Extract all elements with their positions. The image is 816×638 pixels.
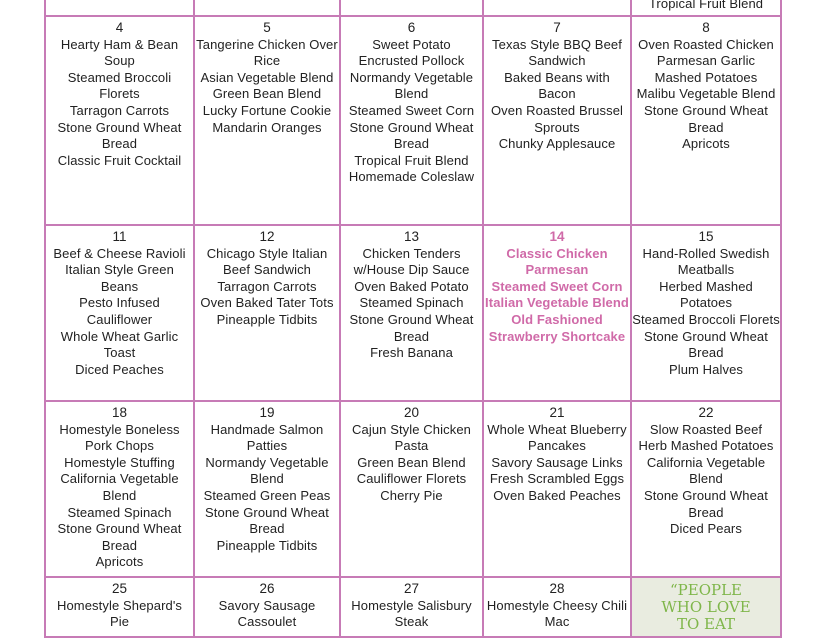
menu-item: California Vegetable Blend [646,454,766,487]
menu-item: Steamed Spinach [359,295,464,311]
logo-text: WHO LOVE [661,598,751,616]
menu-item: Cauliflower Florets [356,471,467,487]
menu-item: Plum Halves [668,361,744,377]
calendar-day-cell [339,224,484,402]
calendar-week-row [44,15,782,224]
menu-item: Stone Ground Wheat Bread [644,102,768,135]
menu-item: Tropical Fruit Blend [354,152,469,168]
menu-item: Homemade Coleslaw [348,169,475,185]
menu-item: Oven Roasted Chicken [638,36,774,52]
menu-item: Steamed Spinach [67,504,172,520]
day-number: 27 [403,581,420,596]
menu-item: Baked Beans with Bacon [504,69,610,102]
menu-item: Sweet Potato Encrusted Pollock [358,36,465,69]
menu-item: Steamed Broccoli Florets [632,311,780,327]
menu-item: Italian Vegetable Blend [485,295,629,311]
calendar-day-cell [44,15,195,226]
menu-item: Oven Baked Peaches [493,487,621,503]
day-number: 26 [259,581,275,596]
calendar-day-cell [630,224,782,402]
calendar-day-cell [482,400,632,578]
menu-item: Tangerine Chicken Over Rice [196,36,338,69]
menu-item: Stone Ground Wheat Bread [644,328,768,361]
menu-item: Tarragon Carrots [217,278,317,294]
calendar-day-cell [339,400,484,578]
menu-item: Old Fashioned Strawberry Shortcake [488,311,626,344]
menu-item: Chicken Tenders w/House Dip Sauce [353,245,470,278]
day-number: 18 [111,405,128,420]
menu-item: Steamed Sweet Corn [348,102,475,118]
day-number: 11 [112,229,127,244]
menu-item: Homestyle Stuffing [64,454,175,470]
menu-item: Pineapple Tidbits [216,311,318,327]
menu-item: Stone Ground Wheat Bread [349,119,474,152]
calendar-day-cell [44,576,195,638]
menu-item: Whole Wheat Blueberry Pancakes [487,421,627,454]
menu-item: Homestyle Salisbury Steak [351,597,472,630]
calendar-day-cell [630,576,782,638]
menu-item: Diced Pears [670,521,742,537]
calendar-week-row [44,576,782,636]
people-who-love-to-eat-logo [632,578,780,636]
menu-item: Chicago Style Italian Beef Sandwich [206,245,328,278]
menu-item: Tarragon Carrots [69,102,170,118]
day-number: 25 [111,581,128,596]
calendar-day-cell [44,400,195,578]
menu-item: Oven Baked Potato [354,278,469,294]
menu-item: Fresh Banana [370,345,453,361]
day-number: 8 [702,20,710,35]
menu-item: Pesto Infused Cauliflower [79,295,160,327]
day-number: 14 [549,229,565,244]
menu-calendar [44,0,782,636]
menu-item: Diced Peaches [75,361,164,377]
day-number: 21 [549,405,565,420]
menu-item: Apricots [95,554,144,570]
menu-item: Stone Ground Wheat Bread [57,119,182,152]
menu-item: Normandy Vegetable Blend [205,454,329,487]
menu-item: Stone Ground Wheat Bread [644,487,768,520]
menu-item: Oven Baked Tater Tots [200,295,334,311]
menu-item: Apricots [682,136,730,152]
menu-item: Lucky Fortune Cookie [202,102,332,118]
menu-item: Savory Sausage Links [491,454,623,470]
logo-text: “PEOPLE [669,581,742,599]
calendar-day-cell [193,576,341,638]
day-number: 12 [259,229,275,244]
day-number: 22 [698,405,714,420]
menu-item: Chunky Applesauce [498,136,616,152]
menu-item: Normandy Vegetable Blend [349,69,474,102]
menu-item: Parmesan Garlic Mashed Potatoes [654,53,758,85]
calendar-day-cell [630,400,782,578]
menu-item: Green Bean Blend [357,454,466,470]
logo-text: TO EAT [676,615,736,633]
day-number: 4 [115,20,124,35]
calendar-week-row [44,400,782,576]
menu-item: Classic Fruit Cocktail [57,152,182,168]
menu-item: Beef & Cheese Ravioli [53,245,186,261]
calendar-row-top [44,0,782,15]
menu-item: Classic Chicken Parmesan [506,245,608,278]
menu-item: Steamed Green Peas [203,487,331,503]
menu-item: Homestyle Shepard's Pie [56,597,183,630]
menu-item: Stone Ground Wheat Bread [205,504,329,537]
menu-item: Homestyle Boneless Pork Chops [59,421,180,454]
menu-item: Malibu Vegetable Blend [636,86,776,102]
calendar-day-cell [193,224,341,402]
menu-item: Texas Style BBQ Beef Sandwich [492,36,622,69]
menu-item: Italian Style Green Beans [65,262,174,294]
menu-item: Fresh Scrambled Eggs [489,471,625,487]
calendar-day-cell [482,224,632,402]
menu-item: Hand-Rolled Swedish Meatballs [642,245,770,278]
menu-item: Pineapple Tidbits [216,537,318,553]
calendar-day-cell [44,224,195,402]
menu-item: Herbed Mashed Potatoes [659,278,753,311]
day-number: 28 [549,581,565,596]
menu-item: Stone Ground Wheat Bread [349,311,474,344]
calendar-day-cell [630,15,782,226]
day-number: 20 [403,405,420,420]
day-number: 5 [263,20,271,35]
menu-item: Handmade Salmon Patties [210,421,324,454]
menu-item: Slow Roasted Beef [649,421,763,437]
day-number: 6 [407,20,416,35]
day-number: 13 [403,229,420,244]
menu-item: Herb Mashed Potatoes [638,438,774,454]
day-number: 7 [553,20,561,35]
day-number: 15 [698,229,714,244]
calendar-week-row [44,224,782,400]
menu-item: Asian Vegetable Blend [200,69,334,85]
menu-item: Steamed Broccoli Florets [67,69,172,102]
calendar-day-cell [482,15,632,226]
menu-item: Hearty Ham & Bean Soup [60,36,179,69]
menu-item: Savory Sausage Cassoulet [218,597,316,630]
day-number: 19 [259,405,275,420]
menu-item: Cajun Style Chicken Pasta [352,421,471,454]
menu-item: Cherry Pie [380,487,443,503]
menu-item: Green Bean Blend [212,86,322,102]
calendar-day-cell [339,576,484,638]
menu-item: Whole Wheat Garlic Toast [60,328,179,361]
menu-item: California Vegetable Blend [60,471,179,503]
menu-item: Steamed Sweet Corn [491,278,623,294]
menu-item: Oven Roasted Brussel Sprouts [490,102,624,135]
calendar-day-cell [339,15,484,226]
calendar-day-cell [482,576,632,638]
menu-item: Stone Ground Wheat Bread [57,521,182,553]
calendar-day-cell [193,15,341,226]
menu-item: Tropical Fruit Blend [648,0,764,12]
menu-item: Homestyle Cheesy Chili Mac [486,597,628,630]
calendar-day-cell [193,400,341,578]
menu-item: Mandarin Oranges [212,119,322,135]
